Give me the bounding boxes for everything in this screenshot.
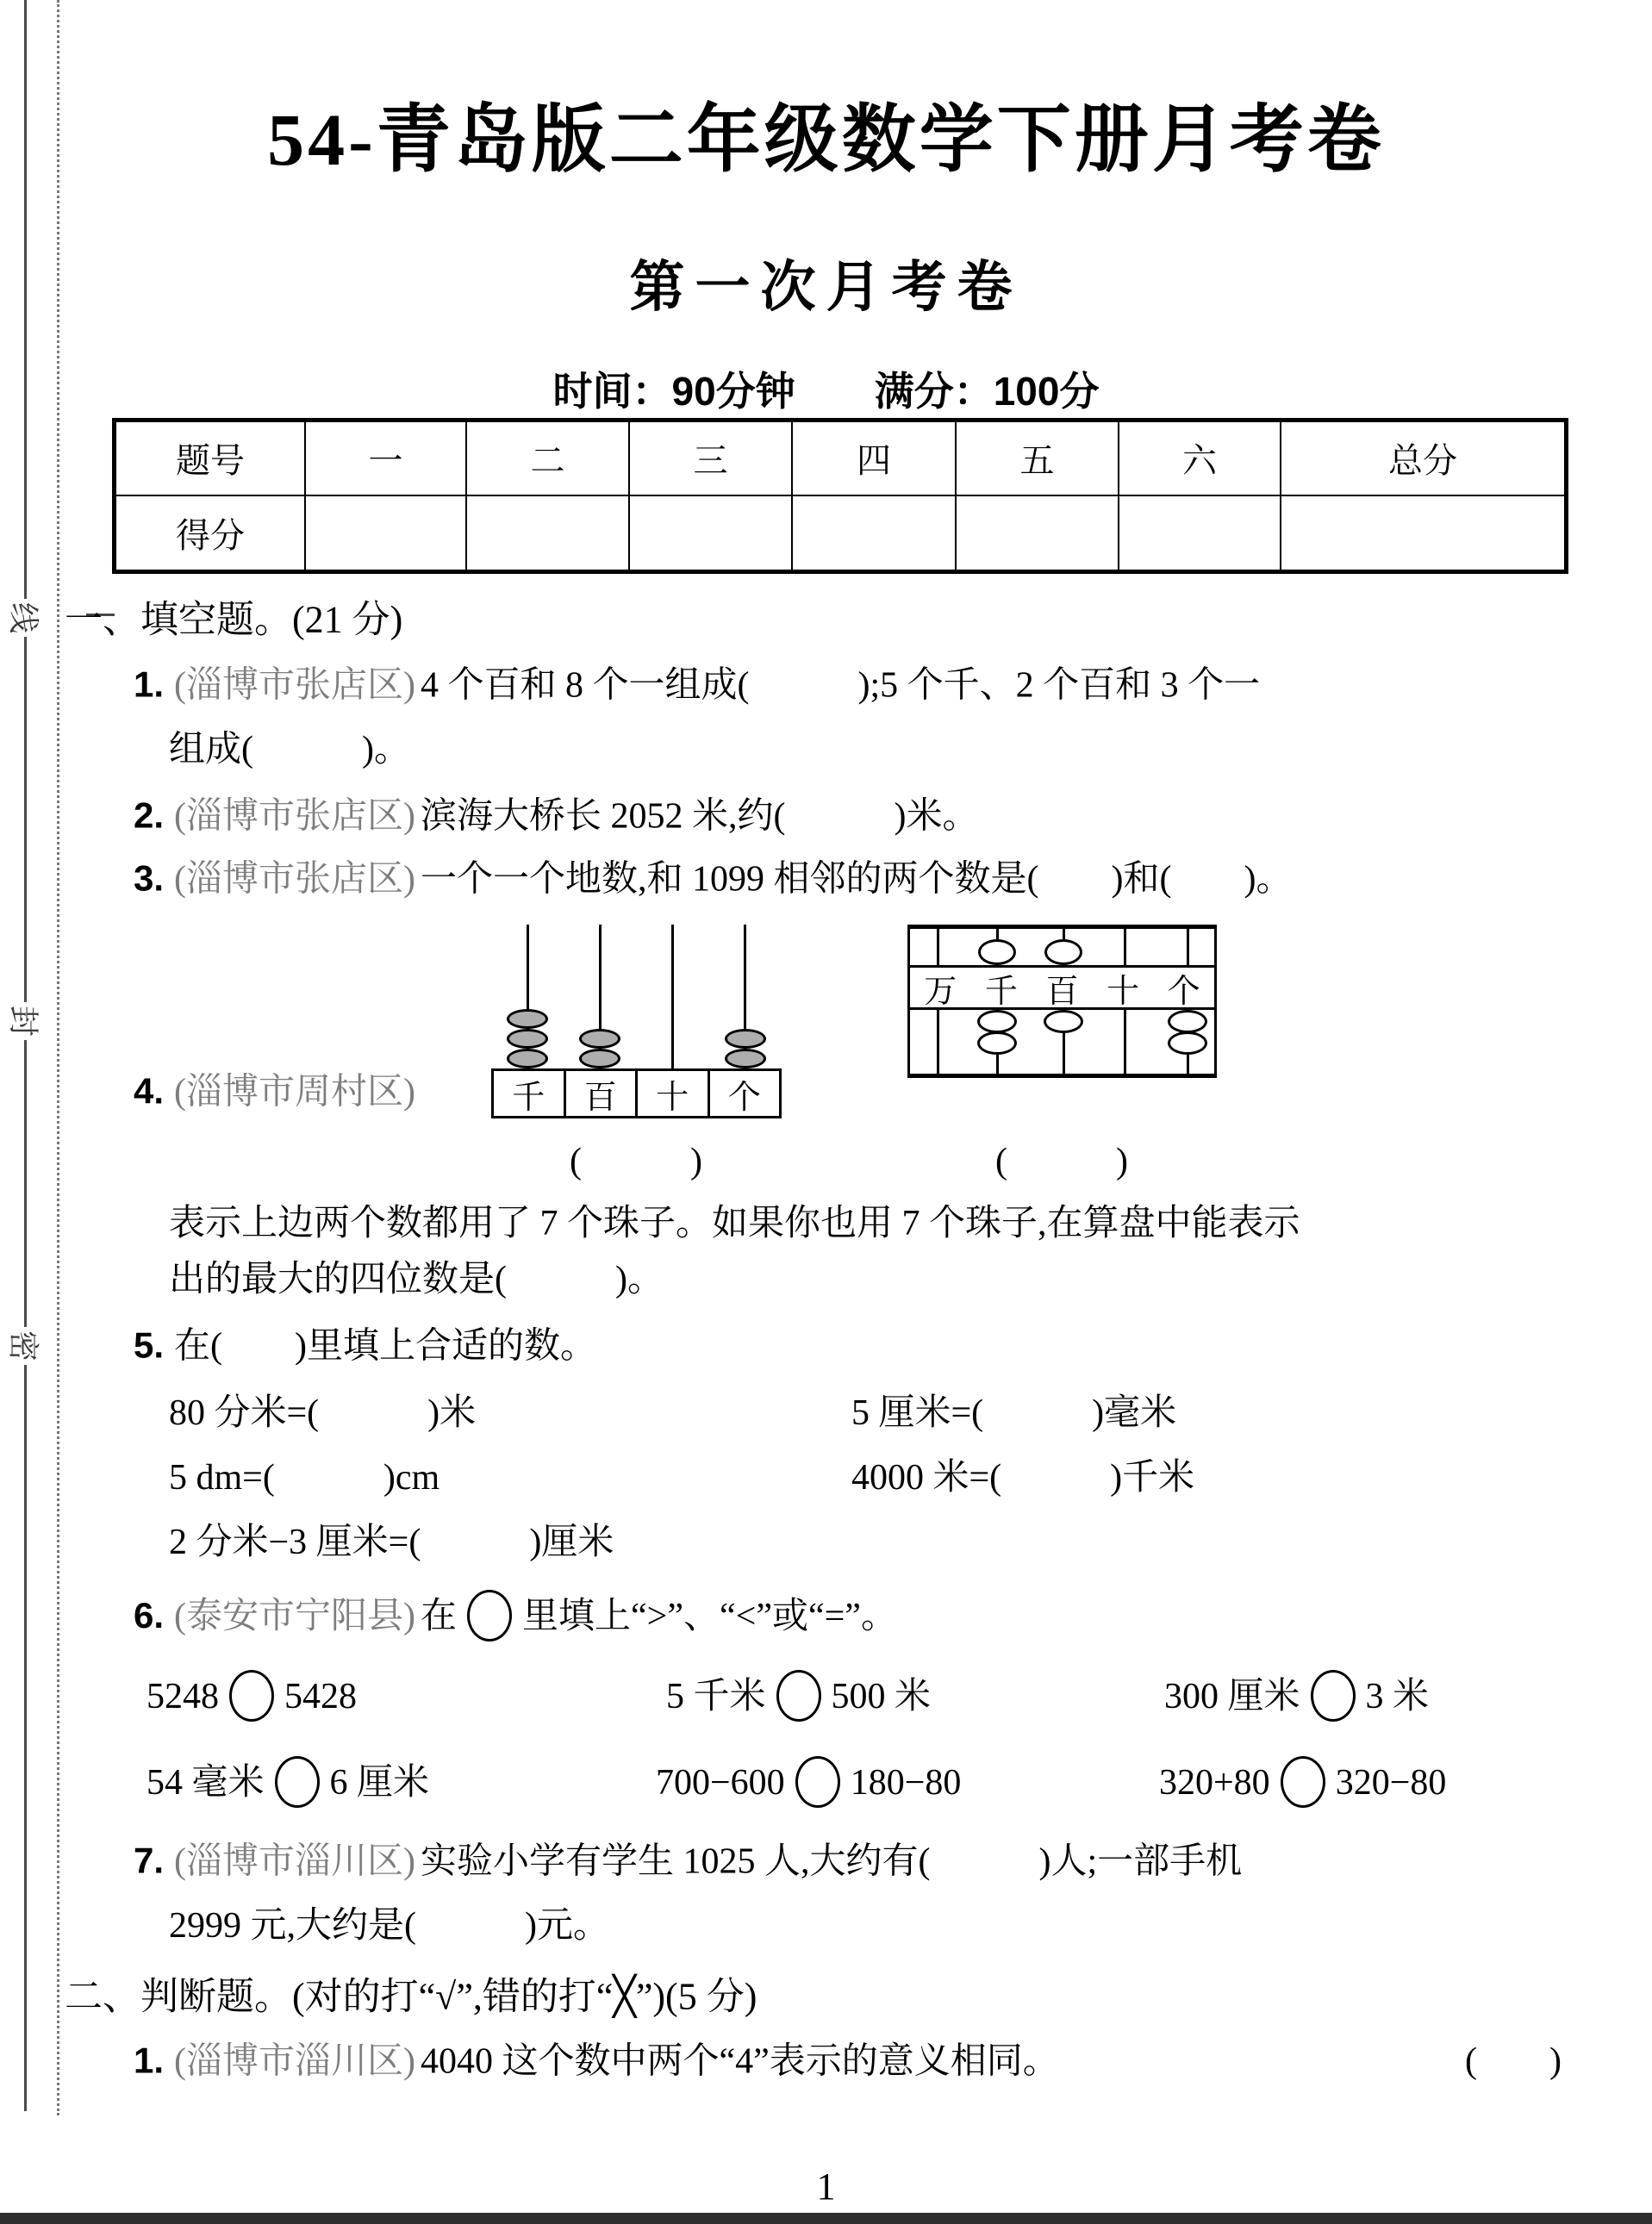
abacus-bottom-bar — [907, 1074, 1217, 1078]
abacus-label-十: 十 — [1107, 973, 1140, 1010]
rack-answer — [570, 1141, 702, 1182]
section-2-header-sec: 二、判断题。(对的打“√”,错的打“╳”)(5 分) — [65, 1975, 757, 2018]
q7-line1-num: 7. — [134, 1840, 165, 1881]
q6-row1-col1 — [146, 1670, 357, 1722]
score-blank-cell — [1281, 495, 1567, 572]
rack-bead — [725, 1049, 766, 1068]
compare-circle — [467, 1590, 512, 1642]
score-table-cell: 一 — [305, 421, 466, 495]
rack-bead — [579, 1029, 620, 1049]
rack-rod — [671, 925, 674, 1068]
q4-note2 — [169, 1259, 664, 1300]
exam-subtitle: 第一次月考卷 — [629, 257, 1023, 318]
abacus-label-个: 个 — [1167, 973, 1200, 1010]
rack-bead — [507, 1009, 548, 1029]
q5-row2-col2-text: 4000 米=( )千米 — [851, 1457, 1195, 1498]
counting-rack-diagram — [491, 925, 782, 1118]
q3-line-text: 一个一个地数,和 1099 相邻的两个数是( )和( )。 — [421, 859, 1293, 900]
q3-line-num: 3. — [134, 857, 165, 899]
q5-row1-col1 — [169, 1392, 476, 1434]
judge-q1-answer-text: ( ) — [1465, 2040, 1562, 2081]
abacus-label-千: 千 — [984, 973, 1018, 1010]
q6-label-num: 6. — [134, 1595, 165, 1635]
q1-line2-text: 组成( )。 — [169, 729, 410, 769]
rack-label-百: 百 — [564, 1071, 636, 1116]
q2-line — [134, 794, 979, 837]
score-blank-cell — [792, 495, 956, 572]
q1-line1 — [134, 663, 1260, 706]
q5-row3 — [169, 1522, 614, 1563]
abacus-label-百: 百 — [1045, 973, 1079, 1010]
abacus-upper-bead — [978, 939, 1016, 965]
score-table-cell: 四 — [792, 421, 956, 495]
page-title: 54-青岛版二年级数学下册月考卷 — [267, 98, 1385, 181]
q6-row2-col3 — [1159, 1756, 1446, 1808]
rack-label-个: 个 — [708, 1071, 780, 1116]
q7-line2-text: 2999 元,大约是( )元。 — [169, 1905, 609, 1946]
judge-q1-answer — [1465, 2040, 1562, 2082]
score-blank-cell — [466, 495, 629, 572]
q6-row1-col1-text: 5428 — [284, 1677, 357, 1716]
q6-row2-col1-text: 6 厘米 — [329, 1763, 430, 1803]
seal-char-封: 封 — [1, 1002, 51, 1040]
q1-line2 — [169, 729, 410, 770]
q6-row2-col3-text: 320+80 — [1159, 1763, 1270, 1803]
abacus-upper-bead — [1044, 939, 1082, 965]
judge-q1-line — [134, 2040, 1059, 2082]
score-blank-cell — [305, 495, 466, 572]
q6-row1-col3 — [1164, 1670, 1429, 1722]
section-2-header — [65, 1976, 757, 2020]
q4-label — [134, 1070, 421, 1112]
q5-row2-col2 — [851, 1457, 1194, 1498]
q6-row1-col1-text: 5248 — [146, 1677, 219, 1716]
q5-row2-col1 — [169, 1457, 439, 1498]
q6-label-text: 里填上“>”、“<”或“=”。 — [522, 1597, 897, 1636]
q4-label-region: (淄博市周村区) — [174, 1072, 416, 1112]
judge-q1-line-region: (淄博市淄川区) — [174, 2041, 416, 2082]
q5-label-num: 5. — [134, 1324, 165, 1366]
seal-char-线: 线 — [1, 599, 51, 637]
compare-circle — [1311, 1670, 1356, 1722]
rack-bead — [579, 1049, 620, 1068]
q2-line-num: 2. — [134, 794, 165, 836]
q6-row2-col1-text: 54 毫米 — [146, 1763, 265, 1803]
score-table-cell: 五 — [956, 421, 1119, 495]
score-blank-cell — [956, 495, 1119, 572]
q1-line1-text: 4 个百和 8 个一组成( );5 个千、2 个百和 3 个一 — [421, 665, 1261, 706]
score-table-cell: 得分 — [115, 495, 306, 572]
compare-circle — [229, 1670, 274, 1722]
abacus-lower-bead — [977, 1010, 1017, 1033]
rack-answer-text: ( ) — [570, 1141, 702, 1181]
abacus-label-万: 万 — [924, 973, 957, 1010]
q4-note2-text: 出的最大的四位数是( )。 — [169, 1259, 664, 1299]
score-table-cell: 六 — [1119, 421, 1281, 495]
q4-label-num: 4. — [134, 1070, 165, 1112]
q1-line1-region: (淄博市张店区) — [174, 665, 416, 706]
q7-line1-region: (淄博市淄川区) — [174, 1841, 416, 1882]
abacus-lower-bead — [977, 1031, 1017, 1055]
rack-label-千: 千 — [512, 1079, 545, 1116]
q4-note1-text: 表示上边两个数都用了 7 个珠子。如果你也用 7 个珠子,在算盘中能表示 — [169, 1203, 1300, 1243]
q6-row1-col2-text: 5 千米 — [666, 1677, 766, 1716]
q6-row2-col3-text: 320−80 — [1335, 1763, 1447, 1803]
score-table-cell: 题号 — [115, 421, 306, 495]
abacus-answer — [995, 1141, 1128, 1182]
compare-circle — [795, 1756, 840, 1808]
q4-note1 — [169, 1203, 1300, 1244]
bottom-edge-bar — [0, 2213, 1652, 2224]
q5-label — [134, 1324, 596, 1367]
q6-row1-col2-text: 500 米 — [831, 1677, 932, 1716]
abacus-answer-text: ( ) — [995, 1141, 1128, 1181]
score-table-cell: 二 — [466, 421, 629, 495]
compare-circle — [776, 1670, 821, 1722]
q6-label-region: (泰安市宁阳县) — [174, 1597, 416, 1636]
q3-line — [134, 857, 1292, 900]
q5-row2-col1-text: 5 dm=( )cm — [169, 1457, 440, 1498]
q1-line1-num: 1. — [134, 663, 165, 705]
q5-row1-col1-text: 80 分米=( )米 — [169, 1392, 477, 1433]
abacus-lower-bead — [1044, 1010, 1083, 1033]
q5-row1-col2-text: 5 厘米=( )毫米 — [851, 1392, 1177, 1433]
q2-line-text: 滨海大桥长 2052 米,约( )米。 — [421, 796, 979, 837]
section-1-header-sec: 一、填空题。(21 分) — [65, 598, 403, 641]
score-table-cell: 三 — [629, 421, 792, 495]
q2-line-region: (淄博市张店区) — [174, 796, 416, 837]
q6-label-text: 在 — [421, 1597, 458, 1636]
q3-line-region: (淄博市张店区) — [174, 859, 416, 900]
q6-row2-col2-text: 180−80 — [850, 1763, 962, 1803]
q6-row2-col2 — [656, 1756, 961, 1808]
time-score-info: 时间：90分钟 满分：100分 — [552, 369, 1100, 414]
q6-row1-col3-text: 300 厘米 — [1164, 1677, 1300, 1716]
q7-line2 — [169, 1905, 609, 1947]
rack-label-十: 十 — [635, 1071, 708, 1116]
q5-row1-col2 — [851, 1392, 1176, 1434]
q6-row2-col1 — [146, 1756, 429, 1808]
abacus-lower-bead — [1168, 1031, 1207, 1055]
judge-q1-line-num: 1. — [134, 2040, 165, 2081]
page-number: 1 — [816, 2165, 836, 2208]
abacus-lower-bead — [1168, 1010, 1207, 1033]
section-1-header — [65, 599, 402, 643]
q5-label-text: 在( )里填上合适的数。 — [174, 1326, 597, 1367]
compare-circle — [275, 1756, 320, 1808]
seal-char-密: 密 — [1, 1327, 51, 1365]
rack-label-box — [491, 1068, 782, 1118]
score-table — [112, 418, 1568, 574]
judge-q1-line-text: 4040 这个数中两个“4”表示的意义相同。 — [421, 2041, 1059, 2082]
q6-row1-col2 — [666, 1670, 931, 1722]
rack-bead — [725, 1029, 766, 1049]
q6-label — [134, 1590, 897, 1642]
q7-line1 — [134, 1840, 1242, 1882]
score-blank-cell — [1119, 495, 1281, 572]
abacus-diagram — [907, 925, 1217, 1078]
rack-bead — [507, 1049, 548, 1068]
q5-row3-text: 2 分米−3 厘米=( )厘米 — [169, 1522, 614, 1562]
abacus-label-box — [907, 965, 1217, 1010]
compare-circle — [1281, 1756, 1325, 1808]
score-table-header-row — [115, 421, 1567, 495]
score-table-cell: 总分 — [1281, 421, 1567, 495]
q7-line1-text: 实验小学有学生 1025 人,大约有( )人;一部手机 — [421, 1841, 1243, 1882]
rack-bead — [507, 1029, 548, 1049]
score-table-score-row — [115, 495, 1567, 572]
score-blank-cell — [629, 495, 792, 572]
q6-row1-col3-text: 3 米 — [1365, 1677, 1430, 1716]
q6-row2-col2-text: 700−600 — [656, 1763, 785, 1803]
